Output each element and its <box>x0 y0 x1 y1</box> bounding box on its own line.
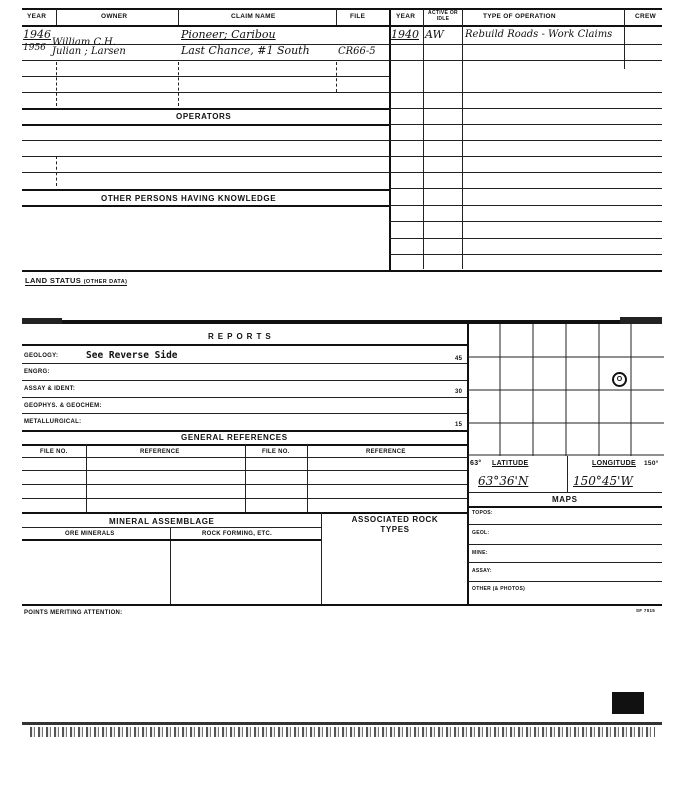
row-line <box>22 156 389 157</box>
row-line <box>389 172 662 173</box>
divider <box>178 9 179 25</box>
reports-heading: REPORTS <box>208 332 275 341</box>
general-references-top <box>22 430 467 432</box>
divider <box>307 444 308 512</box>
ref-col-reference-2: REFERENCE <box>366 449 406 455</box>
row-line <box>389 44 662 45</box>
divider <box>336 9 337 25</box>
row-line <box>22 413 467 414</box>
owner-row-2-claim: Last Chance, #1 South <box>181 44 310 57</box>
ops-row-1-year: 1940 <box>391 28 419 41</box>
row-line <box>22 60 389 61</box>
row-line <box>389 205 662 206</box>
ore-minerals-header: ORE MINERALS <box>65 531 115 537</box>
mine-label: MINE: <box>472 550 488 556</box>
divider <box>245 444 246 512</box>
scan-smudge <box>22 318 62 324</box>
scale-30: 30 <box>455 389 463 395</box>
divider <box>321 512 322 604</box>
other-persons-heading: OTHER PERSONS HAVING KNOWLEDGE <box>101 194 277 203</box>
other-persons-header-rule <box>22 205 389 207</box>
other-persons-top-rule <box>22 189 389 191</box>
divider <box>56 62 57 106</box>
engrg-label: ENGRG: <box>24 369 50 375</box>
row-line <box>22 92 389 93</box>
general-references-heading: GENERAL REFERENCES <box>181 433 288 442</box>
operators-top-rule <box>22 108 389 110</box>
owner-row-2-year: 1956 <box>23 43 46 53</box>
grid-svg <box>468 324 664 456</box>
scale-45: 45 <box>455 356 463 362</box>
col-header-year-ops: YEAR <box>396 13 416 20</box>
longitude-value: 150°45'W <box>573 474 633 488</box>
row-line <box>389 188 662 189</box>
col-header-year: YEAR <box>27 13 47 20</box>
ref-col-reference: REFERENCE <box>140 449 180 455</box>
geology-value: See Reverse Side <box>86 350 178 361</box>
owner-row-1-year: 1946 <box>23 28 51 41</box>
associated-rock-types-heading: ASSOCIATED ROCK TYPES <box>351 515 439 534</box>
mineral-assemblage-top <box>22 512 467 514</box>
latitude-value: 63°36'N <box>478 474 529 488</box>
operators-header-rule <box>22 124 389 126</box>
col-header-active-idle: ACTIVE OR IDLE <box>428 10 458 22</box>
ref-col-file-no-2: FILE NO. <box>262 449 290 455</box>
geol-label: GEOL: <box>472 530 490 536</box>
form-number: SF 7015 <box>636 608 656 613</box>
col-header-type-operation: TYPE OF OPERATION <box>483 13 556 20</box>
col-header-claim-name: CLAIM NAME <box>231 13 276 20</box>
scan-artifact-band <box>30 727 655 737</box>
rock-forming-header: ROCK FORMING, ETC. <box>202 531 273 537</box>
maps-heading: MAPS <box>552 495 578 504</box>
col-header-file: FILE <box>350 13 366 20</box>
row-line <box>389 254 662 255</box>
row-line <box>22 140 389 141</box>
row-line <box>389 221 662 222</box>
row-line <box>468 492 662 493</box>
owner-row-1-owner: William C.H. <box>52 37 116 48</box>
divider <box>336 62 337 92</box>
divider <box>56 156 57 186</box>
location-grid <box>468 324 664 456</box>
ops-row-1-type: Rebuild Roads - Work Claims <box>465 29 613 40</box>
row-line <box>22 363 467 364</box>
row-line <box>468 581 662 582</box>
divider <box>178 62 179 106</box>
scan-artifact-band <box>22 722 662 725</box>
row-line <box>22 527 321 528</box>
row-line <box>22 539 321 541</box>
row-line <box>389 60 662 61</box>
top-border <box>22 8 662 10</box>
ref-col-file-no: FILE NO. <box>40 449 68 455</box>
row-line <box>468 562 662 563</box>
longitude-label: LONGITUDE <box>592 460 636 467</box>
row-line <box>389 238 662 239</box>
row-line <box>389 108 662 109</box>
scan-artifact-block <box>612 692 644 714</box>
other-photos-label: OTHER (& PHOTOS) <box>472 586 526 592</box>
row-line <box>22 380 467 381</box>
row-line <box>389 92 662 93</box>
header-bottom-rule <box>22 25 662 27</box>
land-status-label <box>25 276 127 286</box>
location-marker-icon: O <box>612 372 627 387</box>
row-line <box>389 156 662 157</box>
maps-rule <box>468 506 662 508</box>
col-header-crew: CREW <box>635 13 657 20</box>
row-line <box>22 397 467 398</box>
lat-prefix: 63° <box>470 460 482 467</box>
geophys-label: GEOPHYS. & GEOCHEM: <box>24 403 102 409</box>
row-line <box>389 140 662 141</box>
col-header-owner: OWNER <box>101 13 128 20</box>
geology-label: GEOLOGY: <box>24 353 59 359</box>
owner-row-2-owner: Julian ; Larsen <box>52 46 126 57</box>
ops-row-1-status: AW <box>425 28 444 41</box>
topos-label: TOPOS: <box>472 510 493 516</box>
land-status-sub: (OTHER DATA) <box>83 279 128 285</box>
scan-smudge <box>620 317 662 324</box>
center-divider <box>389 8 391 270</box>
top-table-bottom <box>22 270 662 272</box>
divider <box>423 9 424 269</box>
assay-label: ASSAY: <box>472 568 492 574</box>
owner-row-1-claim: Pioneer; Caribou <box>181 28 276 41</box>
lon-suffix: 150° <box>644 460 659 467</box>
mineral-assemblage-heading: MINERAL ASSEMBLAGE <box>109 517 215 526</box>
divider <box>567 456 568 492</box>
row-line <box>468 524 662 525</box>
row-line <box>22 76 389 77</box>
divider <box>86 444 87 512</box>
land-status-title: LAND STATUS <box>25 276 82 285</box>
owner-row-2-file: CR66-5 <box>338 46 376 57</box>
reports-header-rule <box>22 344 467 346</box>
row-line <box>468 544 662 545</box>
divider <box>462 9 463 269</box>
bottom-form-rule <box>22 604 662 606</box>
divider <box>56 9 57 25</box>
points-meriting-attention-label: POINTS MERITING ATTENTION: <box>24 610 123 616</box>
row-line <box>22 172 389 173</box>
row-line <box>389 124 662 125</box>
operators-heading: OPERATORS <box>176 112 232 121</box>
latitude-label: LATITUDE <box>492 460 529 467</box>
assay-ident-label: ASSAY & IDENT: <box>24 386 76 392</box>
metallurgical-label: METALLURGICAL: <box>24 419 82 425</box>
scale-15: 15 <box>455 422 463 428</box>
